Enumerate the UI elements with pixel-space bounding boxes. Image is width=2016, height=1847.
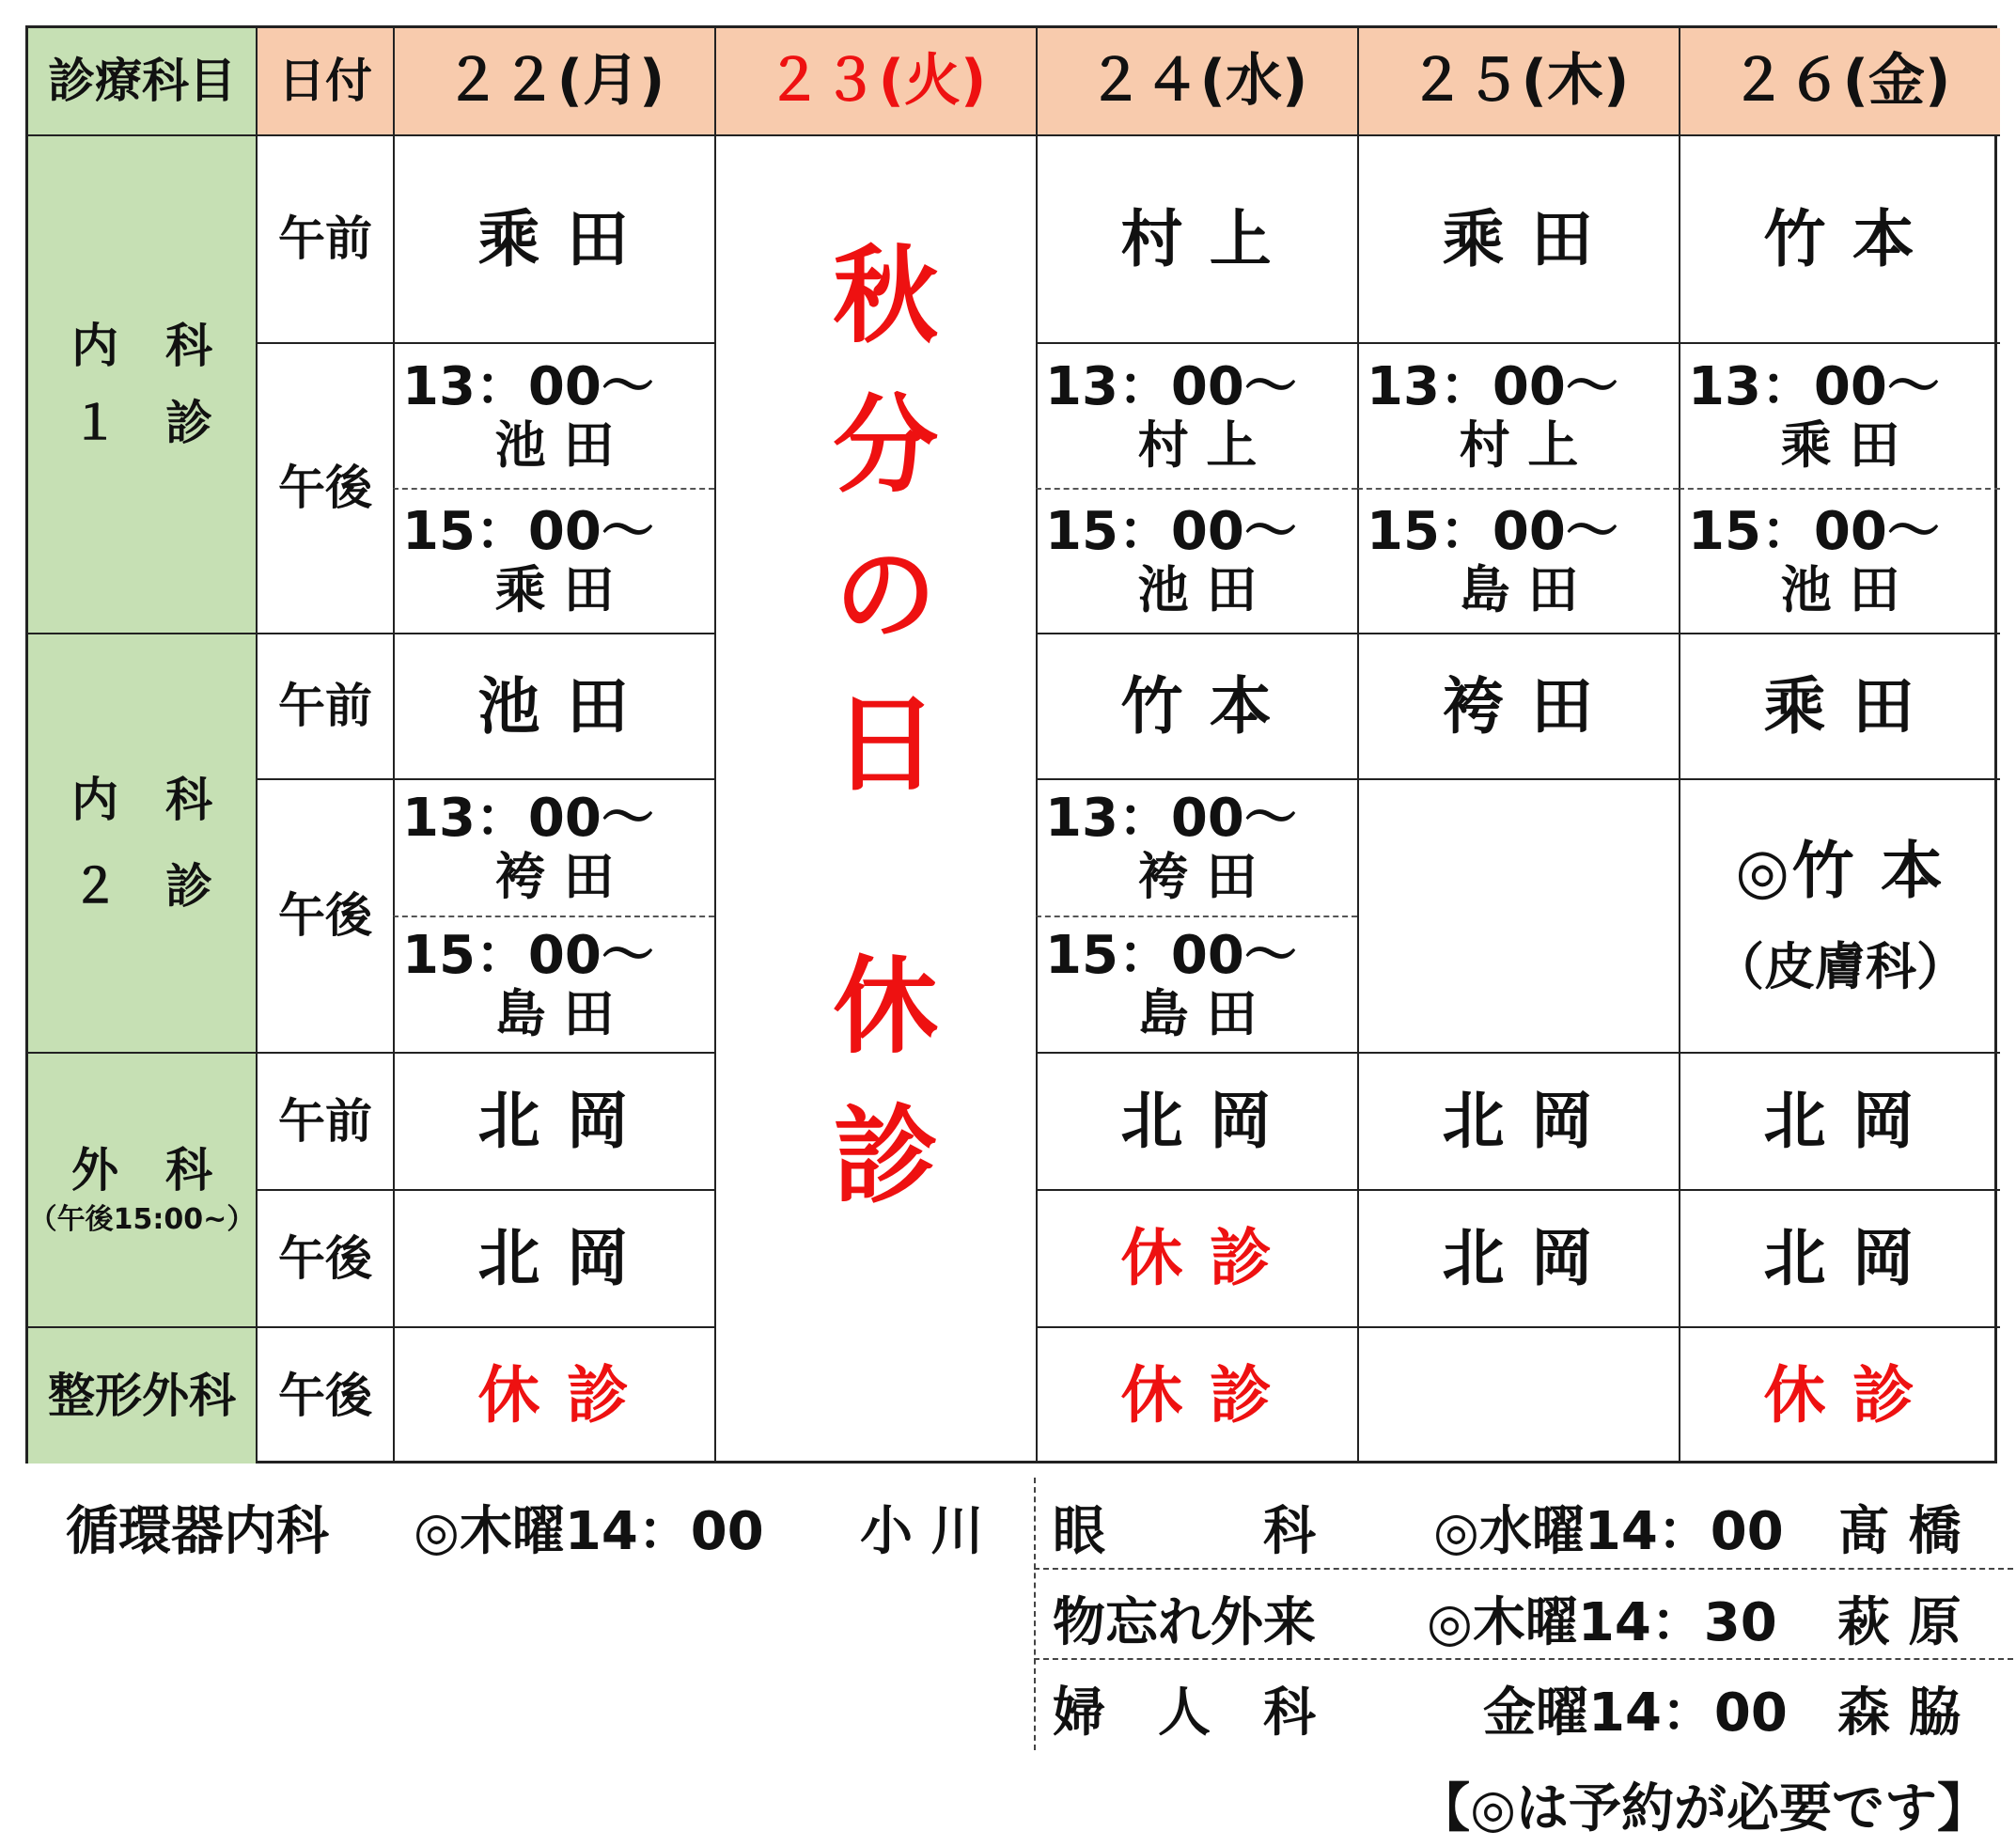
geka-pm-fri: 北 岡: [1679, 1189, 2000, 1326]
extra-junkanki-doctor: 小 川: [860, 1501, 984, 1562]
header-date-label: 日付: [256, 28, 393, 134]
slot-doctor: 村 上: [1137, 415, 1258, 475]
naika2-am-fri: 乘 田: [1679, 633, 2000, 778]
slot-time: 15：00～: [402, 501, 654, 563]
extra-junkanki-dept: 循環器内科: [66, 1501, 329, 1562]
extra-fujinka-time: 金曜14：00: [1483, 1683, 1788, 1744]
reservation-note: 【◎は予約が必要です】: [1417, 1778, 1990, 1839]
period-naika2-am: 午前: [256, 633, 393, 778]
slot-doctor: 池 田: [1137, 560, 1258, 620]
naika1-pm-mon-slot2: [393, 488, 714, 633]
slot-doctor: 村 上: [1459, 415, 1579, 475]
slot-time: 13：00～: [402, 355, 654, 417]
seikei-pm-thu-empty: [1357, 1326, 1679, 1464]
naika1-pm-wed-slot1: [1036, 342, 1357, 488]
dept-seikei: 整形外科: [28, 1326, 256, 1464]
slot-doctor: 乘 田: [494, 560, 615, 620]
naika2-pm-fri: [1679, 778, 2000, 1052]
dept-naika1: [28, 134, 256, 633]
geka-am-thu: 北 岡: [1357, 1052, 1679, 1189]
header-day-fri: ２６(金): [1679, 28, 2000, 134]
extra-fujinka-doctor: 森 脇: [1837, 1683, 1961, 1744]
naika1-am-mon: 乘 田: [393, 134, 714, 342]
naika1-am-fri: 竹 本: [1679, 134, 2000, 342]
period-naika1-am: 午前: [256, 134, 393, 342]
geka-pm-mon: 北 岡: [393, 1189, 714, 1326]
naika1-pm-thu-slot1: [1357, 342, 1679, 488]
naika2-pm-wed-slot1: [1036, 778, 1357, 916]
slot-doctor: 島 田: [494, 983, 615, 1043]
extra-ganka-time: ◎水曜14：00: [1433, 1501, 1784, 1562]
period-geka-pm: 午後: [256, 1189, 393, 1326]
extra-fujinka-dept: 婦 人 科: [1053, 1683, 1316, 1744]
slot-doctor: 池 田: [494, 415, 615, 475]
dept-naika2-line2: ２ 診: [71, 859, 212, 914]
naika1-pm-thu-slot2: [1357, 488, 1679, 633]
extra-junkanki-time: ◎木曜14：00: [414, 1501, 764, 1562]
seikei-pm-fri: 休 診: [1679, 1326, 2000, 1464]
geka-pm-wed: 休 診: [1036, 1189, 1357, 1326]
slot-time: 13：00～: [1688, 355, 1940, 417]
holiday-name: 秋分の日: [815, 240, 938, 838]
dept-naika1-line1: 内 科: [71, 318, 212, 373]
dept-naika2: [28, 633, 256, 1052]
naika1-pm-wed-slot2: [1036, 488, 1357, 633]
naika1-pm-fri-slot1: [1679, 342, 2000, 488]
header-day-wed: ２４(水): [1036, 28, 1357, 134]
naika1-am-thu: 乘 田: [1357, 134, 1679, 342]
extra-monowasure-dept: 物忘れ外来: [1053, 1592, 1316, 1653]
dept-geka-line1: 外 科: [71, 1143, 212, 1197]
extra-monowasure-doctor: 萩 原: [1837, 1592, 1961, 1653]
extra-monowasure-time: ◎木曜14：30: [1427, 1592, 1777, 1653]
naika2-pm-fri-doctor: ◎竹 本: [1735, 834, 1946, 907]
naika2-am-thu: 袴 田: [1357, 633, 1679, 778]
dept-naika1-line2: １ 診: [71, 396, 212, 450]
period-naika2-pm: 午後: [256, 778, 393, 1052]
holiday-column: [714, 134, 1036, 1464]
slot-doctor: 池 田: [1780, 560, 1900, 620]
naika2-pm-mon-slot2: [393, 916, 714, 1052]
naika1-pm-fri-slot2: [1679, 488, 2000, 633]
period-naika1-pm: 午後: [256, 342, 393, 633]
slot-doctor: 袴 田: [494, 847, 615, 907]
geka-pm-thu: 北 岡: [1357, 1189, 1679, 1326]
naika2-am-wed: 竹 本: [1036, 633, 1357, 778]
header-day-mon: ２２(月): [393, 28, 714, 134]
holiday-closed-label: 休診: [815, 950, 938, 1250]
extras-row-divider-1: [1034, 1568, 2013, 1570]
naika1-pm-mon-slot1: [393, 342, 714, 488]
dept-geka-note: （午後15:00~）: [28, 1202, 256, 1236]
slot-time: 15：00～: [1688, 501, 1940, 563]
seikei-pm-mon: 休 診: [393, 1326, 714, 1464]
naika2-am-mon: 池 田: [393, 633, 714, 778]
dept-geka: [28, 1052, 256, 1326]
naika2-pm-thu-empty: [1357, 778, 1679, 1052]
naika2-pm-wed-slot2: [1036, 916, 1357, 1052]
header-day-tue: ２３(火): [714, 28, 1036, 134]
slot-time: 15：00～: [1367, 501, 1618, 563]
header-day-thu: ２５(木): [1357, 28, 1679, 134]
slot-time: 15：00～: [1045, 924, 1297, 986]
naika2-pm-fri-specialty: （皮膚科）: [1713, 936, 1967, 996]
extras-divider: [1034, 1478, 1036, 1750]
header-dept-label: 診療科目: [28, 28, 256, 134]
extra-ganka-dept: 眼 科: [1053, 1501, 1316, 1562]
slot-doctor: 袴 田: [1137, 847, 1258, 907]
slot-time: 13：00～: [1367, 355, 1618, 417]
period-geka-am: 午前: [256, 1052, 393, 1189]
extras-row-divider-2: [1034, 1658, 2013, 1660]
seikei-pm-wed: 休 診: [1036, 1326, 1357, 1464]
geka-am-fri: 北 岡: [1679, 1052, 2000, 1189]
schedule-table: [25, 25, 1997, 1464]
slot-doctor: 島 田: [1137, 983, 1258, 1043]
slot-time: 15：00～: [1045, 501, 1297, 563]
slot-time: 13：00～: [1045, 355, 1297, 417]
dept-naika2-line1: 内 科: [71, 772, 212, 827]
extra-ganka-doctor: 髙 橋: [1837, 1501, 1961, 1562]
slot-doctor: 島 田: [1459, 560, 1579, 620]
slot-doctor: 乘 田: [1780, 415, 1900, 475]
slot-time: 15：00～: [402, 924, 654, 986]
slot-time: 13：00～: [1045, 788, 1297, 850]
naika1-am-wed: 村 上: [1036, 134, 1357, 342]
slot-time: 13：00～: [402, 788, 654, 850]
geka-am-mon: 北 岡: [393, 1052, 714, 1189]
geka-am-wed: 北 岡: [1036, 1052, 1357, 1189]
naika2-pm-mon-slot1: [393, 778, 714, 916]
period-seikei-pm: 午後: [256, 1326, 393, 1464]
